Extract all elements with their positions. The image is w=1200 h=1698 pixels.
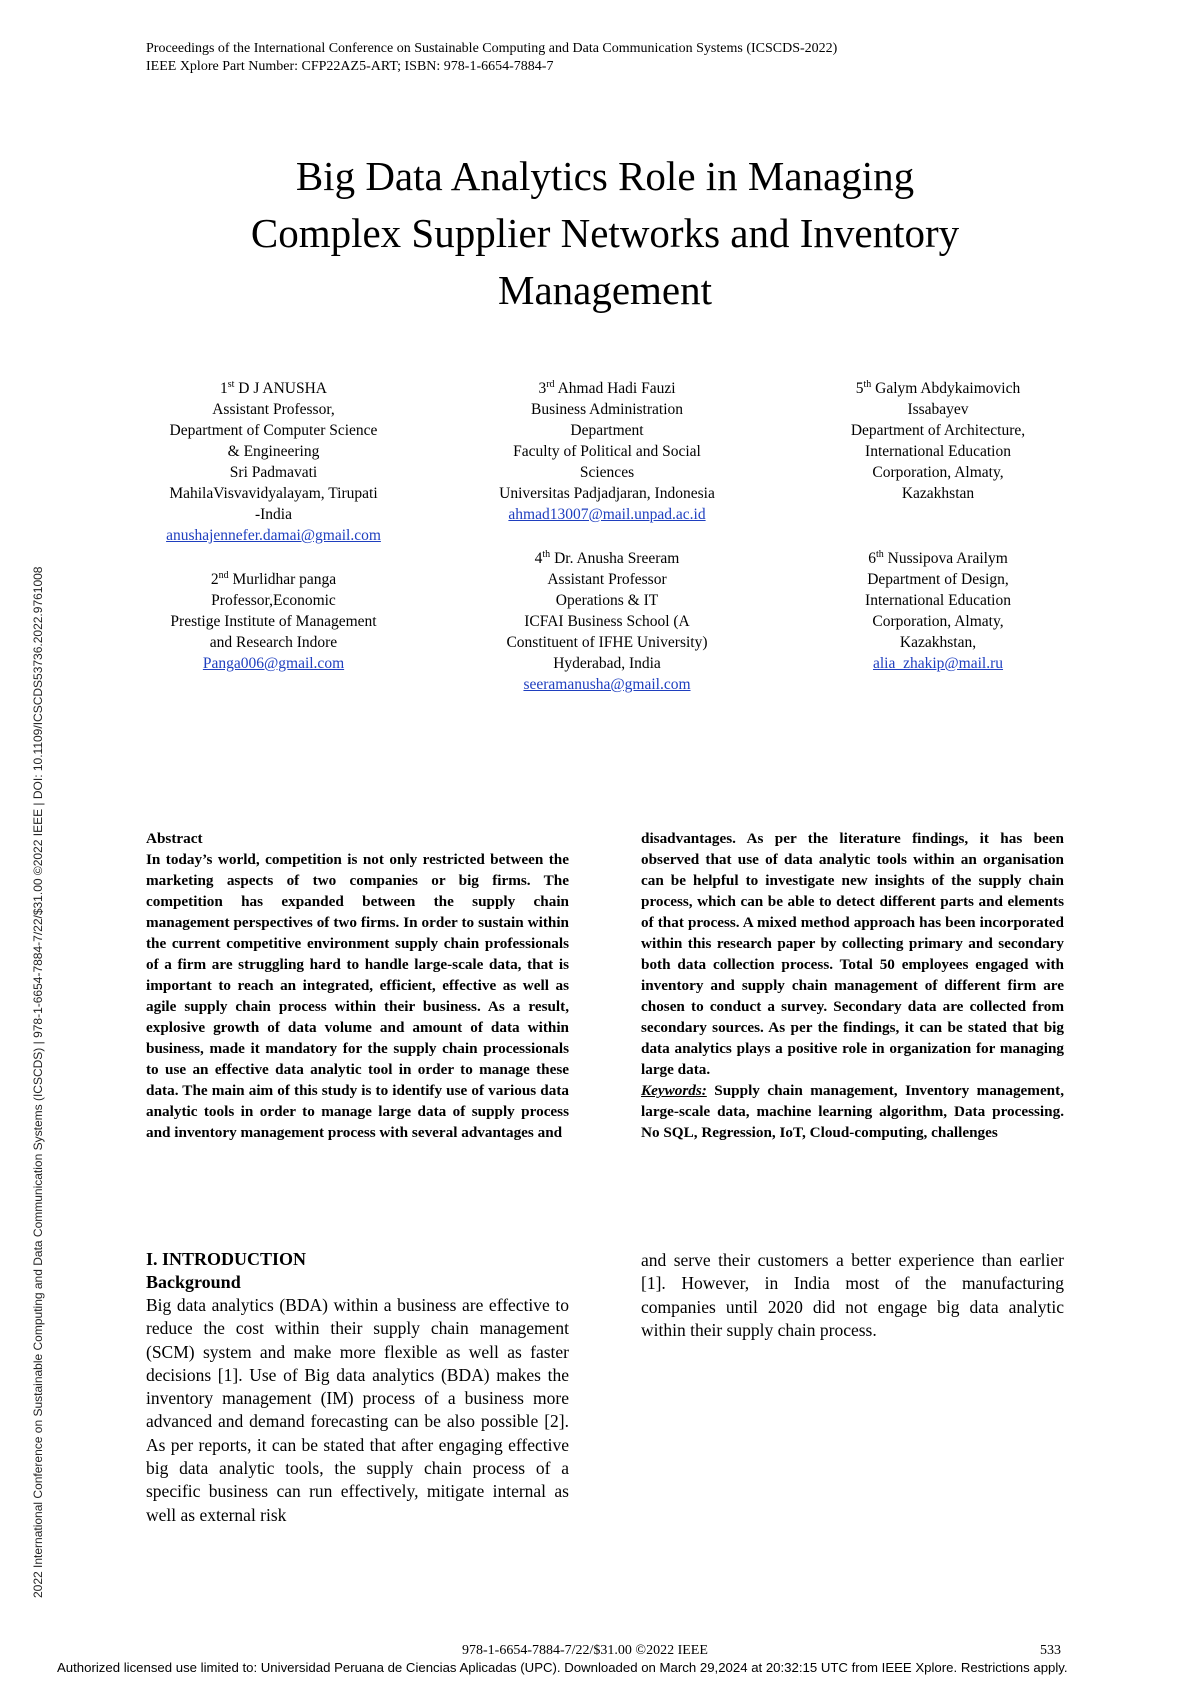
author-2: 2nd Murlidhar panga Professor,Economic Prestige Institute of Management and Research Indore Panga006@gmail.com xyxy=(170,569,377,672)
author-1: 1st D J ANUSHA Assistant Professor, Department of Computer Science & Engineering Sri Padmavati MahilaVisvavidyalayam, Tirupati -India anushajennefer.damai@gmail.com xyxy=(166,378,381,544)
footer-isbn: 978-1-6654-7884-7/22/$31.00 ©2022 IEEE xyxy=(462,1643,708,1658)
keywords: Keywords: Supply chain management, Inventory management, large-scale data, machine learning algorithm, Data processing. No SQL, Regression, IoT, Cloud-computing, challenges xyxy=(641,1082,1064,1141)
abstract-left xyxy=(146,828,569,1143)
running-header xyxy=(146,40,837,76)
background-subheading: Background xyxy=(146,1272,241,1292)
introduction-paragraph: Big data analytics (BDA) within a business are effective to reduce the cost within their supply chain management (SCM) system and make more flexible as well as faster decisions [1]. Use of Big data analytics (BDA) makes the inventory management (IM) process of a business more advanced and demand forecasting can be also possible [2]. As per reports, it can be stated that after engaging effective big data analytic tools, the supply chain process of a specific business can run effectively, mitigate internal as well as external risk xyxy=(146,1295,569,1525)
introduction-left xyxy=(146,1248,569,1527)
author-3-email-link[interactable]: ahmad13007@mail.unpad.ac.id xyxy=(508,506,706,523)
part-number-line: IEEE Xplore Part Number: CFP22AZ5-ART; ISBN: 978-1-6654-7884-7 xyxy=(146,59,554,74)
license-notice: Authorized licensed use limited to: Universidad Peruana de Ciencias Aplicadas (UPC). Downloaded on March 29,2024 at 20:32:15 UTC from IEEE Xplore. Restrictions apply. xyxy=(57,1660,1068,1675)
introduction-right xyxy=(641,1249,1064,1342)
doi-sidebar: 2022 International Conference on Sustainable Computing and Data Communication Systems (ICSCDS) | 978-1-6654-7884-7/22/$31.00 ©2022 IEEE | DOI: 10.1109/ICSCDS53736.2022.9761008 xyxy=(31,566,45,1598)
author-4-email-link[interactable]: seeramanusha@gmail.com xyxy=(523,676,691,693)
introduction-paragraph-continued: and serve their customers a better experience than earlier [1]. However, in India most of the manufacturing companies until 2020 did not engage big data analytic within their supply chain process. xyxy=(641,1250,1064,1340)
proceedings-line: Proceedings of the International Conference on Sustainable Computing and Data Communication Systems (ICSCDS-2022) xyxy=(146,41,838,56)
paper-title: Big Data Analytics Role in Managing Complex Supplier Networks and Inventory Management xyxy=(250,153,960,313)
author-2-email-link[interactable]: Panga006@gmail.com xyxy=(202,655,345,672)
author-6: 6th Nussipova Arailym Department of Design, International Education Corporation, Almaty, Kazakhstan, alia_zhakip@mail.ru xyxy=(865,548,1011,672)
author-6-email-link[interactable]: alia_zhakip@mail.ru xyxy=(872,655,1004,672)
page-number: 533 xyxy=(1040,1643,1061,1658)
author-5: 5th Galym Abdykaimovich Issabayev Department of Architecture, International Education Corporation, Almaty, Kazakhstan xyxy=(850,378,1026,502)
author-4: 4th Dr. Anusha Sreeram Assistant Professor Operations & IT ICFAI Business School (A Constituent of IFHE University) Hyderabad, India seeramanusha@gmail.com xyxy=(506,548,708,693)
author-1-email-link[interactable]: anushajennefer.damai@gmail.com xyxy=(166,527,381,544)
introduction-heading: I. INTRODUCTION xyxy=(146,1249,307,1269)
author-3: 3rd Ahmad Hadi Fauzi Business Administration Department Faculty of Political and Social Sciences Universitas Padjadjaran, Indonesia ahmad13007@mail.unpad.ac.id xyxy=(499,378,715,523)
abstract-heading: Abstract xyxy=(146,830,203,847)
keywords-label: Keywords: xyxy=(641,1082,707,1099)
abstract-body-continued: disadvantages. As per the literature findings, it has been observed that use of data analytic tools within an organisation can be helpful to investigate new insights of the supply chain process, which can be able to detect different parts and elements of that process. A mixed method approach has been incorporated within this research paper by collecting primary and secondary both data collection process. Total 50 employees engaged with inventory and supply chain management of different firm are chosen to conduct a survey. Secondary data are collected from secondary sources. As per the findings, it can be stated that big data analytics plays a positive role in organization for managing large data. xyxy=(641,830,1064,1078)
abstract-right xyxy=(641,828,1064,1143)
abstract-body: In today’s world, competition is not only restricted between the marketing aspects of two companies or big firms. The competition has expanded between the supply chain management perspectives of two firms. In order to sustain within the current competitive environment supply chain professionals of a firm are struggling hard to handle large-scale data, that is important to reach an integrated, efficient, effective as well as agile supply chain process within their business. As a result, explosive growth of data volume and amount of data within business, made it mandatory for the supply chain processionals to use an effective data analytic tool in order to manage these data. The main aim of this study is to identify use of various data analytic tools in order to manage large data of supply process and inventory management process with several advantages and xyxy=(146,851,569,1141)
